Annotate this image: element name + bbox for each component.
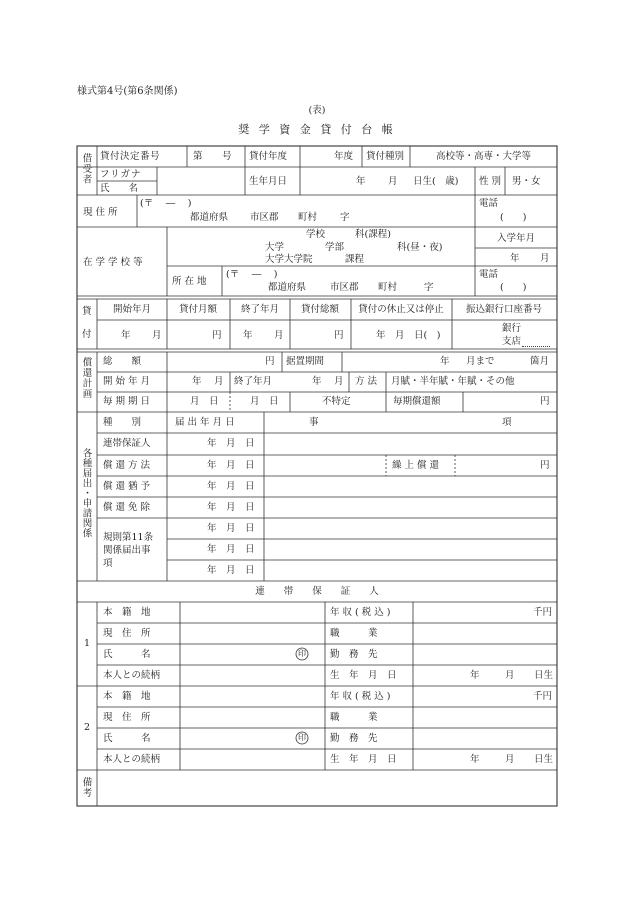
g1-address-label: 現 住 所 xyxy=(103,628,151,639)
notice-rule-line2: 関係届出事 xyxy=(103,545,151,556)
notice-rule-line3: 項 xyxy=(103,558,113,569)
school-town: 町村 xyxy=(378,282,398,293)
notice-row-guarantor: 連帯保証人 xyxy=(103,438,151,449)
repay-due-c: 不特定 xyxy=(322,396,351,407)
g1-domicile-label: 本 籍 地 xyxy=(103,607,151,618)
repay-start-month: 月 xyxy=(214,376,224,387)
loan-h-start: 開始年月 xyxy=(112,304,152,315)
loan-label-1: 貸 xyxy=(82,306,92,317)
loan-type-label: 貸付種別 xyxy=(366,151,405,162)
notice-date: 年 月 日 xyxy=(207,565,255,576)
guarantor-2-no: 2 xyxy=(84,722,91,733)
g2-job-label: 職 業 xyxy=(330,712,378,723)
g2-birth-month: 月 xyxy=(505,754,515,765)
notice-rule-line1: 規則第11条 xyxy=(103,532,154,543)
decision-no-label: 貸付決定番号 xyxy=(100,151,161,162)
page-side: (表) xyxy=(308,105,326,116)
form-number: 様式第4号(第6条関係) xyxy=(77,86,178,97)
early-repay-label: 繰 上 償 還 xyxy=(392,460,440,471)
school-pref: 都道府県 xyxy=(268,282,307,293)
g1-job-label: 職 業 xyxy=(330,628,378,639)
loan-h-monthly: 貸付月額 xyxy=(178,304,218,315)
school-line2a: 大学 xyxy=(265,242,285,253)
borrower-section-label: 借受者 xyxy=(80,153,92,185)
g2-name-label: 氏 名 xyxy=(103,733,151,744)
loan-monthly-yen: 円 xyxy=(212,330,222,341)
birth-month: 月 xyxy=(388,176,398,187)
g1-work-label: 勤 務 先 xyxy=(330,649,378,660)
repay-section-label: 償還計画 xyxy=(80,357,92,399)
repay-grace-months: 箇月 xyxy=(530,356,550,367)
notices-h-date: 届 出 年 月 日 xyxy=(175,417,235,428)
notice-date: 年 月 日 xyxy=(207,523,255,534)
repay-start-label: 開 始 年 月 xyxy=(103,376,151,387)
loan-bank: 銀行 xyxy=(502,323,522,334)
loan-type-value: 高校等・高専・大学等 xyxy=(436,151,532,162)
g2-domicile-label: 本 籍 地 xyxy=(103,691,151,702)
notice-date: 年 月 日 xyxy=(207,438,255,449)
repay-total-yen: 円 xyxy=(265,356,275,367)
g1-birth-month: 月 xyxy=(505,670,515,681)
g2-birth-day: 日生 xyxy=(534,754,554,765)
address-city: 市区郡 xyxy=(250,212,279,223)
loan-year-unit: 年度 xyxy=(334,151,354,162)
early-repay-yen: 円 xyxy=(540,460,550,471)
address-town: 町村 xyxy=(298,212,318,223)
birth-label: 生年月日 xyxy=(249,176,288,187)
repay-total-label: 総 額 xyxy=(103,356,142,367)
repay-due-a: 月 日 xyxy=(190,396,219,407)
address-aza: 字 xyxy=(340,212,350,223)
page-title: 奨 学 資 金 貸 付 台 帳 xyxy=(238,123,396,136)
repay-start-year: 年 xyxy=(192,376,202,387)
repay-end-month: 月 xyxy=(334,376,344,387)
g1-seal-mark: 印 xyxy=(298,649,306,658)
enroll-label: 入学年月 xyxy=(497,233,536,244)
g1-birth-label: 生 年 月 日 xyxy=(330,670,397,681)
enroll-month: 月 xyxy=(540,253,550,264)
g1-relation-label: 本人との続柄 xyxy=(103,670,161,681)
g1-income-label: 年 収 ( 税 込 ) xyxy=(330,607,391,618)
loan-start-year: 年 xyxy=(121,330,131,341)
gender-value: 男・女 xyxy=(512,176,541,187)
guarantor-1-no: 1 xyxy=(84,638,91,649)
school-line2b: 学部 xyxy=(325,242,345,253)
guarantor-title: 連 帯 保 証 人 xyxy=(255,586,379,597)
school-line2c: 科(昼・夜) xyxy=(397,242,443,253)
notice-date: 年 月 日 xyxy=(207,544,255,555)
school-zip: (〒 ― ) xyxy=(226,269,278,280)
repay-grace-until: 月まで xyxy=(466,356,495,367)
loan-year-label: 貸付年度 xyxy=(249,151,288,162)
loan-h-suspend: 貸付の休止又は停止 xyxy=(358,304,444,315)
branch-dotted-line xyxy=(522,346,550,347)
loan-end-month: 月 xyxy=(274,330,284,341)
name-label: 氏 名 xyxy=(100,183,139,194)
g1-name-label: 氏 名 xyxy=(103,649,151,660)
g1-birth-day: 日生 xyxy=(534,670,554,681)
school-city: 市区郡 xyxy=(330,282,359,293)
loan-label-2: 付 xyxy=(82,329,92,340)
repay-amount-label: 毎期償還額 xyxy=(393,396,441,407)
loan-total-yen: 円 xyxy=(334,330,344,341)
repay-method-value: 月賦・半年賦・年賦・その他 xyxy=(391,376,515,387)
remarks-label: 備考 xyxy=(80,777,92,798)
notice-date: 年 月 日 xyxy=(207,460,255,471)
loan-h-total: 貸付総額 xyxy=(300,304,340,315)
school-line1a: 学校 xyxy=(306,229,326,240)
g2-address-label: 現 住 所 xyxy=(103,712,151,723)
address-label: 現 住 所 xyxy=(83,207,118,218)
gender-label: 性 別 xyxy=(479,176,502,187)
school-line3b: 課程 xyxy=(345,254,365,265)
loan-branch: 支店 xyxy=(502,336,522,347)
repay-due-label: 毎 期 期 日 xyxy=(103,396,151,407)
g2-income-label: 年 収 ( 税 込 ) xyxy=(330,691,391,702)
g1-birth-year: 年 xyxy=(470,670,480,681)
address-tel-paren: ( ) xyxy=(500,212,527,223)
loan-end-year: 年 xyxy=(243,330,253,341)
address-zip: (〒 ― ) xyxy=(140,198,192,209)
school-label: 在 学 学 校 等 xyxy=(83,257,143,268)
g1-income-unit: 千円 xyxy=(533,607,553,618)
school-line3a: 大学大学院 xyxy=(265,254,313,265)
notice-date: 年 月 日 xyxy=(207,502,255,513)
notices-section-label: 各種届出・申請関係 xyxy=(80,448,92,538)
repay-grace-year: 年 xyxy=(440,356,450,367)
school-loc-label: 所 在 地 xyxy=(172,276,207,287)
notice-row-exemption: 償 還 免 除 xyxy=(103,502,151,513)
notices-h-matter-2: 項 xyxy=(502,417,512,428)
g2-seal-mark: 印 xyxy=(298,733,306,742)
loan-h-bank: 振込銀行口座番号 xyxy=(465,304,543,315)
address-pref: 都道府県 xyxy=(190,212,229,223)
birth-day: 日生( 歳) xyxy=(413,176,459,187)
loan-suspend-date: 年 月 日( ) xyxy=(376,330,441,341)
school-tel: 電話 xyxy=(479,269,499,280)
g2-relation-label: 本人との続柄 xyxy=(103,754,161,765)
repay-method-label: 方 法 xyxy=(355,376,378,387)
school-tel-paren: ( ) xyxy=(500,282,527,293)
notice-row-deferral: 償 還 猶 予 xyxy=(103,481,151,492)
g2-income-unit: 千円 xyxy=(533,691,553,702)
notice-date: 年 月 日 xyxy=(207,481,255,492)
loan-h-end: 終了年月 xyxy=(240,304,280,315)
repay-amount-yen: 円 xyxy=(540,396,550,407)
g2-birth-year: 年 xyxy=(470,754,480,765)
g2-work-label: 勤 務 先 xyxy=(330,733,378,744)
decision-no-dai: 第 xyxy=(193,151,203,162)
decision-no-go: 号 xyxy=(222,151,232,162)
repay-end-label: 終了年月 xyxy=(234,376,273,387)
school-aza: 字 xyxy=(424,282,434,293)
loan-start-month: 月 xyxy=(152,330,162,341)
notice-row-method: 償 還 方 法 xyxy=(103,460,151,471)
birth-year: 年 xyxy=(356,176,366,187)
repay-grace-label: 据置期間 xyxy=(286,356,325,367)
repay-end-year: 年 xyxy=(312,376,322,387)
notices-h-matter-1: 事 xyxy=(309,417,319,428)
repay-due-b: 月 日 xyxy=(250,396,279,407)
enroll-year: 年 xyxy=(510,253,520,264)
school-line1b: 科(課程) xyxy=(355,229,391,240)
address-tel: 電話 xyxy=(479,198,499,209)
g2-birth-label: 生 年 月 日 xyxy=(330,754,397,765)
furigana-label: フリガナ xyxy=(100,169,142,180)
notices-h-kind: 種 別 xyxy=(103,417,142,428)
